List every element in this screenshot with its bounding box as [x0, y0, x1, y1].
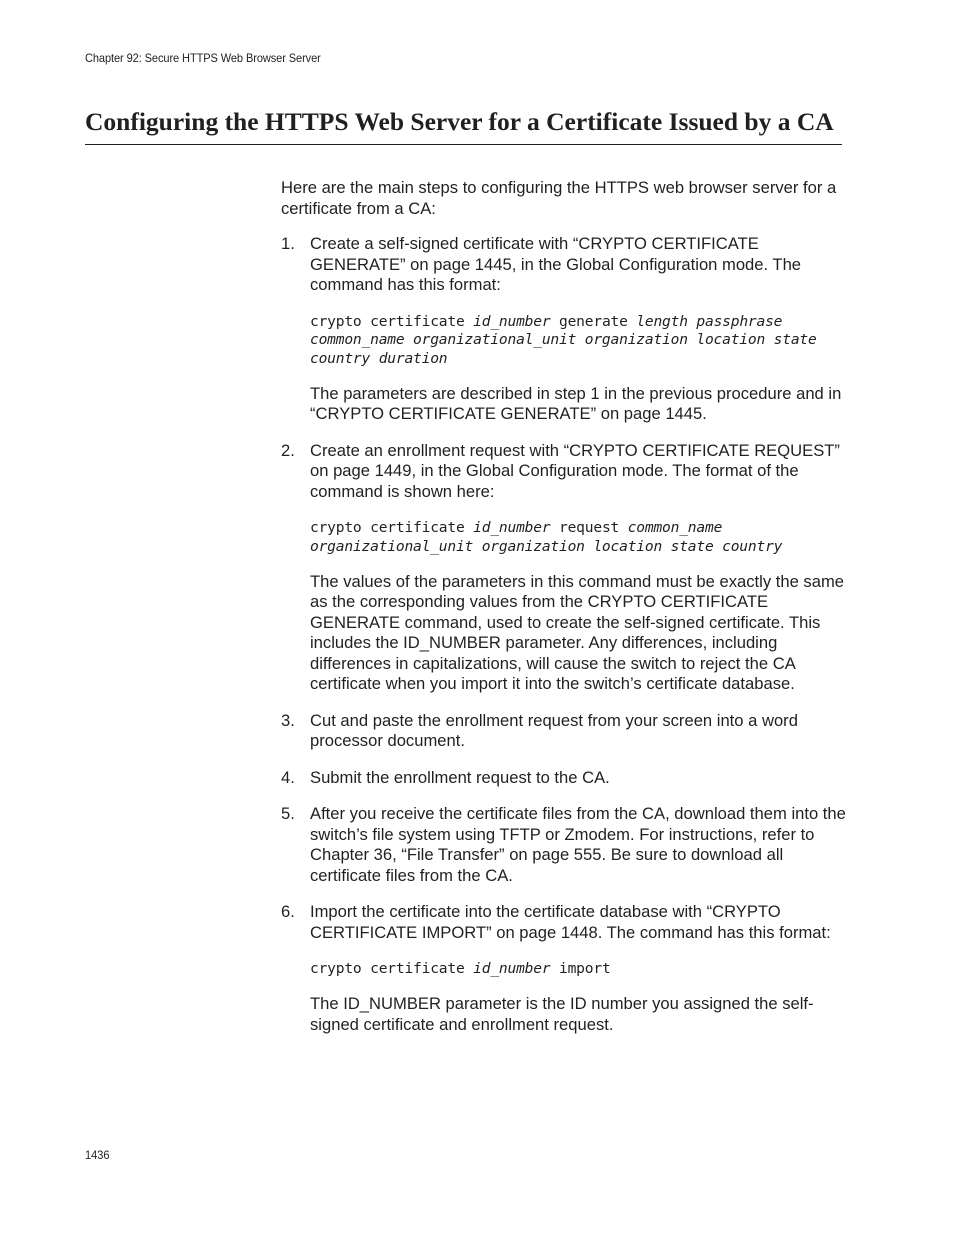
- step-text: Create a self-signed certificate with “CRYPTO CERTIFICATE GENERATE” on page 1445, in the Global Configuration mode. The command has this format:: [310, 234, 802, 294]
- step-text: Import the certificate into the certificate database with “CRYPTO CERTIFICATE IMPORT” on page 1448. The command has this format:: [310, 902, 831, 942]
- step-text: Create an enrollment request with “CRYPTO CERTIFICATE REQUEST” on page 1449, in the Global Configuration mode. The format of the command is shown here:: [310, 440, 840, 501]
- command-syntax: [310, 519, 846, 557]
- step-4: [281, 768, 846, 789]
- command-keyword: generate: [550, 312, 637, 330]
- step-number: 1.: [281, 234, 295, 253]
- step-number: 2.: [281, 440, 295, 460]
- intro-paragraph: Here are the main steps to configuring the HTTPS web browser server for a certificate from a CA:: [281, 178, 837, 218]
- step-number: 5.: [281, 804, 295, 824]
- command-keyword: crypto certificate: [310, 519, 474, 537]
- command-keyword: request: [550, 519, 628, 537]
- command-syntax: [310, 313, 846, 369]
- command-keyword: import: [550, 960, 611, 978]
- step-text: After you receive the certificate files from the CA, download them into the switch’s file system using TFTP or Zmodem. For instructions, refer to Chapter 36, “File Transfer” on page 555. Be sure to download all certificate files from the CA.: [310, 804, 846, 885]
- command-keyword: crypto certificate: [310, 312, 474, 330]
- step-2: [281, 441, 846, 695]
- command-argument: common_name organizational_unit organization location state country: [310, 519, 783, 556]
- step-1: [281, 234, 846, 425]
- step-6: [281, 902, 846, 1035]
- command-argument: length passphrase common_name organizational_unit organization location state country duration: [310, 312, 817, 368]
- command-argument: id_number: [473, 519, 551, 537]
- body-column: [281, 178, 846, 1051]
- running-header: Chapter 92: Secure HTTPS Web Browser Server: [85, 51, 321, 65]
- step-note: The ID_NUMBER parameter is the ID number you assigned the self-signed certificate and enrollment request.: [310, 994, 814, 1034]
- command-syntax: [310, 960, 846, 979]
- section-title: Configuring the HTTPS Web Server for a Certificate Issued by a CA: [85, 106, 842, 145]
- command-argument: id_number: [473, 960, 551, 978]
- step-text: Submit the enrollment request to the CA.: [310, 767, 610, 787]
- step-number: 6.: [281, 902, 295, 922]
- page-number: 1436: [85, 1148, 110, 1162]
- step-5: [281, 804, 846, 886]
- step-3: [281, 711, 846, 752]
- step-note: The values of the parameters in this command must be exactly the same as the corresponding values from the CRYPTO CERTIFICATE GENERATE command, used to create the self-signed certificate. This includes the ID_NUMBER parameter. Any differences, including differences in capitalizations, will cause the switch to reject the CA certificate when you import it into the switch’s certificate database.: [310, 571, 845, 694]
- command-argument: id_number: [473, 312, 551, 330]
- command-keyword: crypto certificate: [310, 960, 474, 978]
- step-note: The parameters are described in step 1 in the previous procedure and in “CRYPTO CERTIFICATE GENERATE” on page 1445.: [310, 383, 842, 424]
- step-number: 4.: [281, 767, 295, 787]
- steps-list: [281, 234, 846, 1035]
- step-text: Cut and paste the enrollment request from your screen into a word processor document.: [310, 710, 798, 751]
- step-number: 3.: [281, 710, 295, 730]
